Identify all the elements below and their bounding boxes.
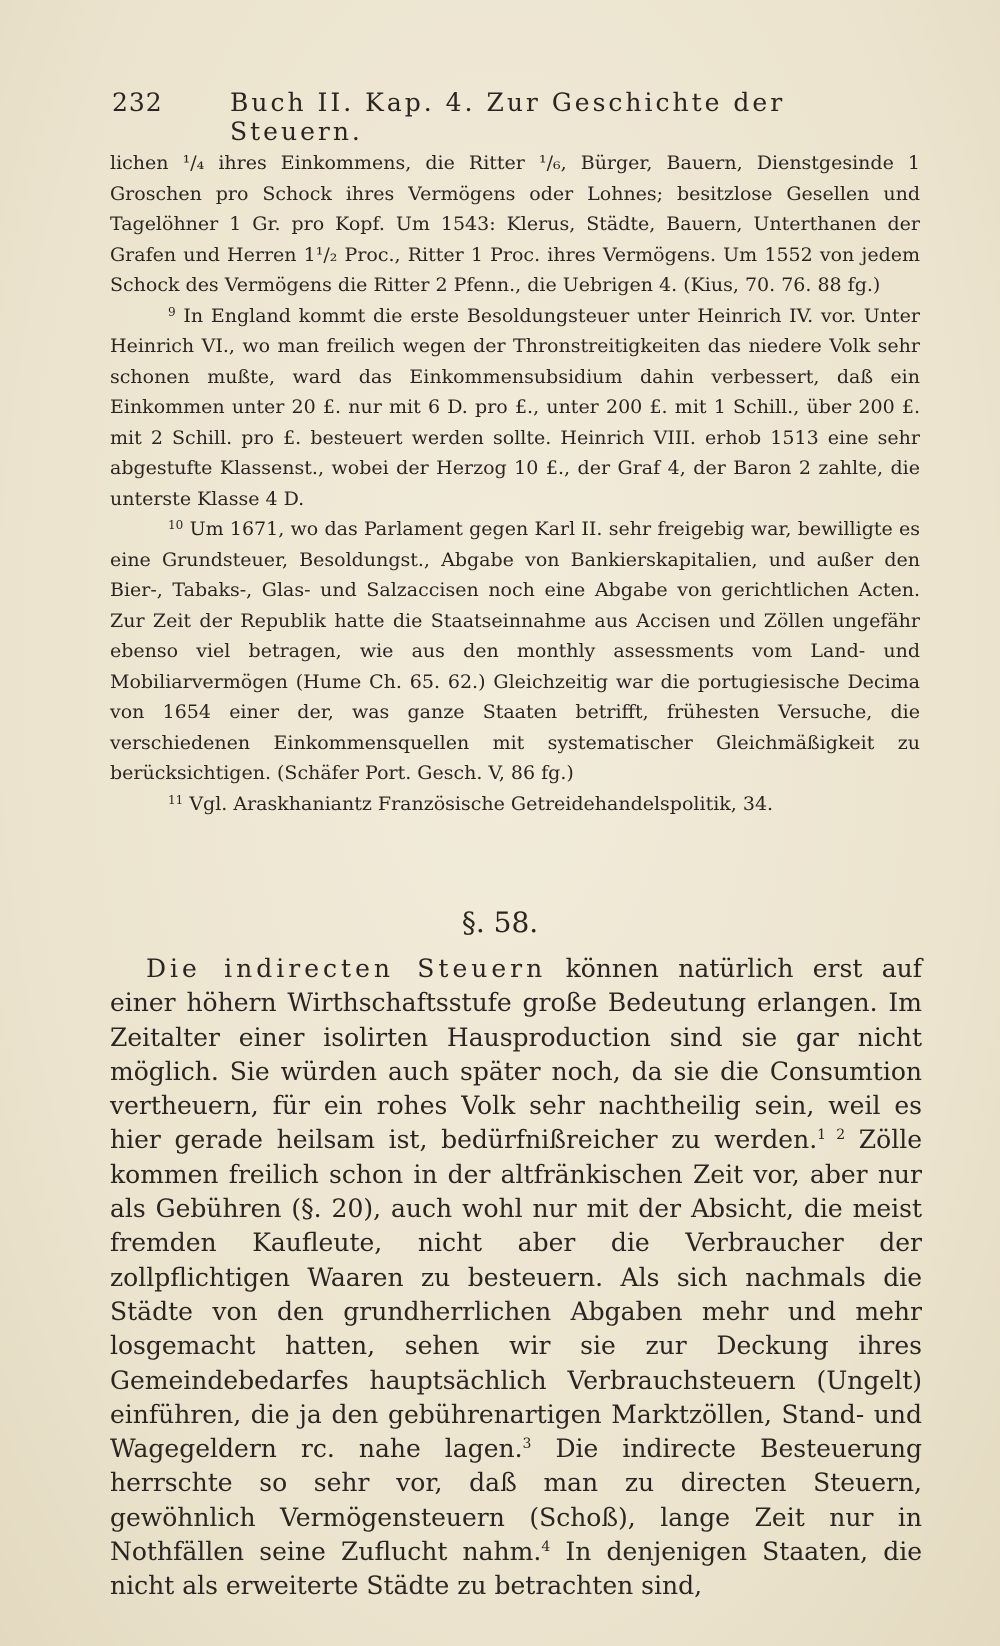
footnote-10-text: Um 1671, wo das Parlament gegen Karl II. sehr freigebig war, bewilligte es eine Grundsteuer, Besoldungst., Abgabe von Bankierskapitalien, und außer den Bier-, Tabaks-, Glas- und Salzaccisen noch eine Abgabe von gerichtlichen Acten. Zur Zeit der Republik hatte die Staatseinnahme aus Accisen und Zöllen ungefähr ebenso viel betragen, wie aus den monthly assessments vom Land- und Mobiliarvermögen (Hume Ch. 65. 62.) Gleichzeitig war die portugiesische Decima von 1654 einer der, was ganze Staaten betrifft, frühesten Versuche, die verschiedenen Einkommensquellen mit systematischer Gleichmäßigkeit zu berücksichtigen. (Schäfer Port. Gesch. V, 86 fg.) <box>110 518 920 784</box>
paragraph <box>110 952 922 1604</box>
footnote-11 <box>110 789 920 820</box>
footnote-9-mark: 9 <box>168 304 176 319</box>
body-text-1: können natürlich erst auf einer höhern Wirthschaftsstufe große Bedeutung erlangen. Im Zeitalter einer isolirten Hausproduction sind sie gar nicht möglich. Sie würden auch später noch, da sie die Consumtion vertheuern, für ein rohes Volk sehr nachtheilig sein, weil es hier gerade heilsam ist, bedürfnißreicher zu werden. <box>110 954 922 1155</box>
footnotes-block <box>110 148 920 819</box>
note-ref-4: 4 <box>541 1539 551 1556</box>
note-ref-1-2: 1 2 <box>817 1127 846 1144</box>
footnote-11-text: Vgl. Araskhaniantz Französische Getreidehandelspolitik, 34. <box>189 792 774 815</box>
note-ref-3: 3 <box>522 1436 532 1453</box>
page-number: 232 <box>112 88 163 117</box>
running-header <box>112 88 912 146</box>
emphasis-lead: Die indirecten Steuern <box>146 954 547 983</box>
footnote-10 <box>110 514 920 789</box>
footnote-continuation: lichen ¹/₄ ihres Einkommens, die Ritter ¹/₆, Bürger, Bauern, Dienstgesinde 1 Groschen pro Schock ihres Vermögens oder Lohnes; besitzlose Gesellen und Tagelöhner 1 Gr. pro Kopf. Um 1543: Klerus, Städte, Bauern, Unterthanen der Grafen und Herren 1¹/₂ Proc., Ritter 1 Proc. ihres Vermögens. Um 1552 von jedem Schock des Vermögens die Ritter 2 Pfenn., die Uebrigen 4. (Kius, 70. 76. 88 fg.) <box>110 152 920 296</box>
body-text-4: In denjenigen Staaten, die nicht als erweiterte Städte zu betrachten sind, <box>110 1537 922 1601</box>
body-text-3: Die indirecte Besteuerung herrschte so sehr vor, daß man zu directen Steuern, gewöhnlich Vermögensteuern (Schoß), lange Zeit nur in Nothfällen seine Zuflucht nahm. <box>110 1434 922 1567</box>
running-title: Buch II. Kap. 4. Zur Geschichte der Steuern. <box>230 88 786 146</box>
main-text <box>110 952 922 1604</box>
footnote-9 <box>110 301 920 515</box>
body-text-2: Zölle kommen freilich schon in der altfränkischen Zeit vor, aber nur als Gebühren (§. 20), auch wohl nur mit der Absicht, die meist fremden Kaufleute, nicht aber die Verbraucher der zollpflichtigen Waaren zu besteuern. Als sich nachmals die Städte von den grundherrlichen Abgaben mehr und mehr losgemacht hatten, sehen wir sie zur Deckung ihres Gemeindebedarfes hauptsächlich Verbrauchsteuern (Ungelt) einführen, die ja den gebührenartigen Marktzöllen, Stand- und Wagegeldern rc. nahe lagen. <box>110 1125 923 1464</box>
footnote-11-mark: 11 <box>168 792 184 807</box>
section-heading: §. 58. <box>461 906 539 939</box>
footnote-9-text: In England kommt die erste Besoldungsteuer unter Heinrich IV. vor. Unter Heinrich VI., wo man freilich wegen der Thronstreitigkeiten das niedere Volk sehr schonen mußte, ward das Einkommensubsidium dahin verbessert, daß ein Einkommen unter 20 £. nur mit 6 D. pro £., unter 200 £. mit 1 Schill., über 200 £. mit 2 Schill. pro £. besteuert werden sollte. Heinrich VIII. erhob 1513 eine sehr abgestufte Klassenst., wobei der Herzog 10 £., der Graf 4, der Baron 2 zahlte, die unterste Klasse 4 D. <box>110 304 920 510</box>
footnote-10-mark: 10 <box>168 518 184 532</box>
